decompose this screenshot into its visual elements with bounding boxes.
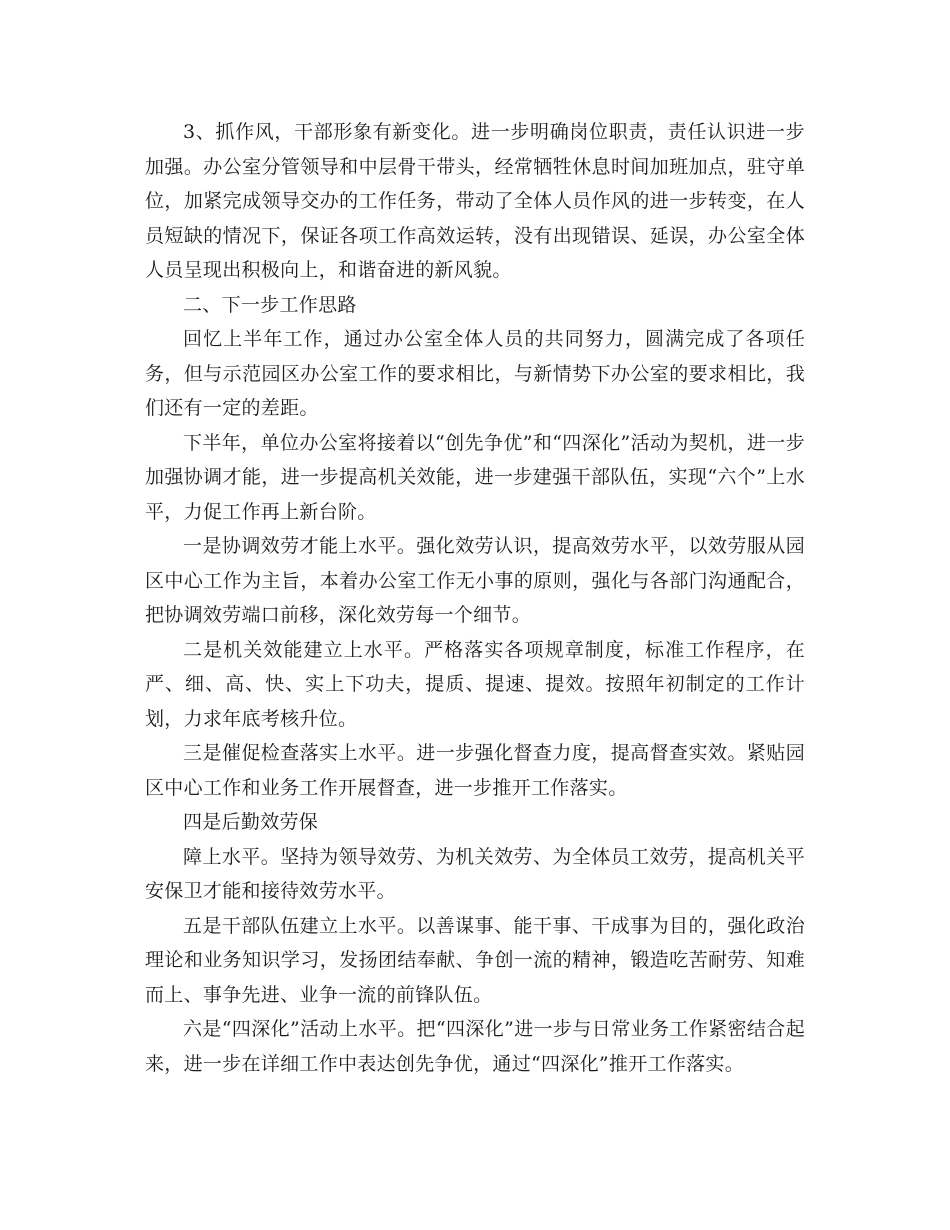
paragraph-point-two: 二是机关效能建立上水平。严格落实各项规章制度，标准工作程序，在严、细、高、快、实上下功夫，提质、提速、提效。按照年初制定的工作计划，力求年底考核升位。 xyxy=(145,638,805,730)
section-heading-next-steps: 二、下一步工作思路 xyxy=(183,293,357,316)
paragraph-review: 回忆上半年工作，通过办公室全体人员的共同努力，圆满完成了各项任务，但与示范园区办公室工作的要求相比，与新情势下办公室的要求相比，我们还有一定的差距。 xyxy=(145,328,805,419)
paragraph-point-four-body: 障上水平。坚持为领导效劳、为机关效劳、为全体员工效劳，提高机关平安保卫才能和接待效劳水平。 xyxy=(145,845,805,902)
paragraph-work-style: 3、抓作风，干部形象有新变化。进一步明确岗位职责，责任认识进一步加强。办公室分管领导和中层骨干带头，经常牺牲休息时间加班加点，驻守单位，加紧完成领导交办的工作任务，带动了全体人员作风的进一步转变，在人员短缺的情况下，保证各项工作高效运转，没有出现错误、延误，办公室全体人员呈现出积极向上，和谐奋进的新风貌。 xyxy=(145,121,805,281)
paragraph-point-five: 五是干部队伍建立上水平。以善谋事、能干事、干成事为目的，强化政治理论和业务知识学习，发扬团结奉献、争创一流的精神，锻造吃苦耐劳、知难而上、事争先进、业争一流的前锋队伍。 xyxy=(145,914,805,1006)
paragraph-point-six: 六是“四深化”活动上水平。把“四深化”进一步与日常业务工作紧密结合起来，进一步在详细工作中表达创先争优，通过“四深化”推开工作落实。 xyxy=(145,1018,805,1075)
paragraph-point-one: 一是协调效劳才能上水平。强化效劳认识，提高效劳水平，以效劳服从园区中心工作为主旨，本着办公室工作无小事的原则，强化与各部门沟通配合，把协调效劳端口前移，深化效劳每一个细节。 xyxy=(145,535,805,626)
paragraph-second-half-plan: 下半年，单位办公室将接着以“创先争优”和“四深化”活动为契机，进一步加强协调才能，进一步提高机关效能，进一步建强干部队伍，实现“六个”上水平，力促工作再上新台阶。 xyxy=(145,431,805,523)
paragraph-point-three: 三是催促检查落实上水平。进一步强化督查力度，提高督查实效。紧贴园区中心工作和业务工作开展督查，进一步推开工作落实。 xyxy=(145,742,805,799)
document-body xyxy=(145,115,805,1081)
paragraph-point-four-heading: 四是后勤效劳保 xyxy=(183,811,319,833)
